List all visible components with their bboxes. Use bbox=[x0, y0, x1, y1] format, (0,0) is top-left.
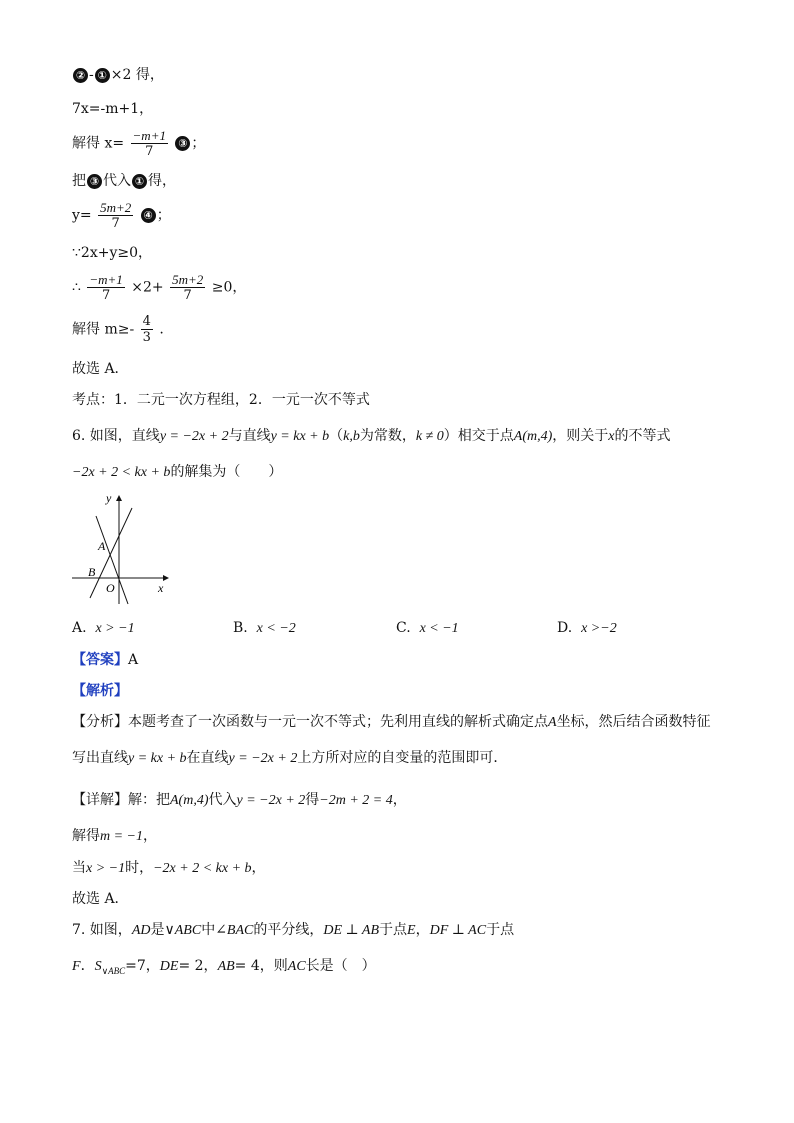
point: E bbox=[407, 923, 416, 938]
text: 解得 x= bbox=[72, 135, 125, 152]
step-line-9: 故选 A． bbox=[72, 361, 129, 377]
option-expression: x > −1 bbox=[95, 621, 135, 636]
text: 6. 如图，直线 bbox=[72, 428, 160, 444]
fraction: $\frac{5m+2}{7}$ bbox=[172, 272, 204, 303]
origin-label: O bbox=[106, 581, 115, 595]
point-a-label: A bbox=[98, 539, 106, 553]
text: 解得 m≥- bbox=[72, 321, 135, 338]
question-6-line-2 bbox=[72, 463, 282, 482]
equation: y = −2x + 2 bbox=[159, 429, 229, 444]
text: 与直线 bbox=[228, 428, 271, 444]
detail-line-3 bbox=[72, 859, 266, 878]
point: F bbox=[72, 959, 81, 974]
text: 时， bbox=[125, 860, 154, 876]
segment: DE bbox=[159, 959, 179, 974]
option-letter: B. bbox=[233, 620, 248, 636]
inequality: −2x + 2 < kx + b bbox=[72, 465, 171, 480]
analysis-line-2 bbox=[72, 749, 507, 768]
text: 坐标，然后结合函数特征 bbox=[556, 714, 711, 730]
text: 长是（ ） bbox=[305, 958, 376, 974]
option-expression: x < −2 bbox=[256, 621, 296, 636]
step-line-2: 7x=-m+1， bbox=[72, 101, 154, 117]
angle: ∠BAC bbox=[215, 923, 254, 938]
text: ． bbox=[80, 958, 95, 974]
inequality: −2x + 2 < kx + b bbox=[153, 861, 252, 876]
fraction: $\frac{-m+1}{7}$ bbox=[132, 128, 166, 159]
text: 写出直线 bbox=[72, 750, 128, 766]
equation: y = kx + b bbox=[128, 751, 187, 766]
text: = 2， bbox=[178, 958, 218, 974]
fraction: $\frac{4}{3}$ bbox=[142, 314, 151, 345]
segment: AD bbox=[131, 923, 151, 938]
circled-number-1: ① bbox=[132, 174, 147, 189]
answer-tag: 【答案】 bbox=[72, 652, 128, 668]
text: ）相交于点 bbox=[443, 428, 514, 444]
area-symbol: S bbox=[94, 959, 102, 974]
equation: y = −2x + 2 bbox=[236, 793, 306, 808]
equation: k ≠ 0 bbox=[415, 429, 444, 444]
text: 于点 bbox=[486, 922, 515, 938]
text: （ bbox=[329, 428, 344, 444]
text: ， bbox=[143, 828, 158, 844]
step-line-3 bbox=[72, 128, 205, 159]
circled-number-3: ③ bbox=[87, 174, 102, 189]
text: 代入 bbox=[208, 792, 237, 808]
step-line-1 bbox=[72, 66, 164, 84]
circled-number-2: ② bbox=[73, 68, 88, 83]
detail-line-1 bbox=[72, 791, 407, 810]
option-letter: D. bbox=[557, 620, 573, 636]
text: 把 bbox=[72, 173, 86, 189]
inequality: x > −1 bbox=[86, 861, 126, 876]
text: 上方所对应的自变量的范围即可． bbox=[297, 750, 508, 766]
analysis-tag: 【分析】 bbox=[72, 714, 128, 730]
answer-value: A bbox=[128, 652, 139, 668]
equation: y = kx + b bbox=[270, 429, 330, 444]
text: 7. 如图， bbox=[72, 922, 132, 938]
text: 是 bbox=[150, 922, 165, 938]
text: 本题考查了一次函数与一元一次不等式；先利用直线的解析式确定点 bbox=[128, 714, 548, 730]
text: 当 bbox=[72, 860, 86, 876]
equation: m = −1 bbox=[100, 829, 144, 844]
step-line-4 bbox=[72, 172, 176, 190]
x-axis-label: x bbox=[158, 581, 164, 595]
y-axis-label: y bbox=[106, 491, 112, 505]
variable: A bbox=[548, 715, 557, 730]
step-line-7 bbox=[72, 272, 246, 303]
text: ，则关于 bbox=[552, 428, 609, 444]
text: 中 bbox=[201, 922, 216, 938]
text: 解：把 bbox=[128, 792, 170, 808]
fraction: $\frac{5m+2}{7}$ bbox=[100, 200, 132, 231]
text: ≥0， bbox=[211, 279, 247, 296]
text: y= bbox=[72, 207, 92, 224]
text: 得 bbox=[305, 792, 320, 808]
text: ， bbox=[415, 922, 430, 938]
option-letter: C. bbox=[396, 620, 411, 636]
text: 解得 bbox=[72, 828, 100, 844]
segment: AB bbox=[217, 959, 235, 974]
area-subscript: ∨ABC bbox=[101, 965, 126, 976]
text: ×2+ bbox=[131, 279, 164, 296]
option-expression: x >−2 bbox=[581, 621, 617, 636]
option-d[interactable] bbox=[557, 620, 617, 637]
analysis-line-1 bbox=[72, 713, 711, 732]
step-line-5 bbox=[72, 200, 171, 231]
graph-figure bbox=[68, 488, 176, 608]
text: 的不等式 bbox=[614, 428, 671, 444]
point-b-label: B bbox=[88, 565, 96, 579]
circled-number-4: ④ bbox=[141, 208, 156, 223]
jiexi-line bbox=[72, 682, 128, 700]
question-7-line-1 bbox=[72, 921, 514, 940]
kaodian-line: 考点：1．二元一次方程组，2．一元一次不等式 bbox=[72, 392, 370, 408]
text: 为常数， bbox=[359, 428, 416, 444]
segment: AC bbox=[287, 959, 306, 974]
option-a[interactable] bbox=[72, 620, 135, 637]
point: A(m,4) bbox=[170, 793, 209, 808]
text: ； bbox=[191, 135, 206, 152]
text: = 4 bbox=[234, 958, 260, 974]
circled-number-3: ③ bbox=[175, 136, 190, 151]
option-c[interactable] bbox=[396, 620, 459, 637]
option-expression: x < −1 bbox=[419, 621, 459, 636]
option-b[interactable] bbox=[233, 620, 296, 637]
triangle: ∨ABC bbox=[164, 923, 202, 938]
option-letter: A. bbox=[72, 620, 87, 636]
text: . bbox=[159, 321, 164, 338]
text: - bbox=[89, 67, 94, 83]
detail-tag: 【详解】 bbox=[72, 792, 128, 808]
step-line-8 bbox=[72, 314, 164, 345]
text: ； bbox=[156, 207, 171, 224]
variable: x bbox=[608, 429, 615, 444]
text: ∴ bbox=[72, 279, 81, 296]
perpendicular-relation: DF ⊥ AC bbox=[429, 923, 487, 938]
equation: −2m + 2 = 4 bbox=[319, 793, 393, 808]
point: A(m,4) bbox=[513, 429, 553, 444]
step-line-6: ∵2x+y≥0， bbox=[72, 245, 152, 261]
question-6-line-1 bbox=[72, 427, 670, 446]
text: ， bbox=[251, 860, 266, 876]
perpendicular-relation: DE ⊥ AB bbox=[323, 923, 380, 938]
jiexi-tag: 【解析】 bbox=[72, 683, 128, 699]
detail-line-2 bbox=[72, 827, 157, 846]
text: ， bbox=[392, 792, 407, 808]
text: 的平分线， bbox=[253, 922, 324, 938]
text: ，则 bbox=[259, 958, 288, 974]
detail-line-4: 故选 A． bbox=[72, 891, 129, 907]
question-7-line-2 bbox=[72, 957, 376, 980]
text: 的解集为（ ） bbox=[170, 464, 283, 480]
text: ×2 得， bbox=[110, 67, 164, 83]
text: 在直线 bbox=[186, 750, 229, 766]
circled-number-1: ① bbox=[95, 68, 110, 83]
text: 于点 bbox=[379, 922, 408, 938]
variable: k,b bbox=[343, 429, 360, 444]
fraction: $\frac{-m+1}{7}$ bbox=[89, 272, 123, 303]
text: 代入 bbox=[103, 173, 131, 189]
text: 得， bbox=[148, 173, 176, 189]
equation: y = −2x + 2 bbox=[228, 751, 298, 766]
text: =7， bbox=[125, 958, 160, 974]
answer-line bbox=[72, 651, 138, 669]
